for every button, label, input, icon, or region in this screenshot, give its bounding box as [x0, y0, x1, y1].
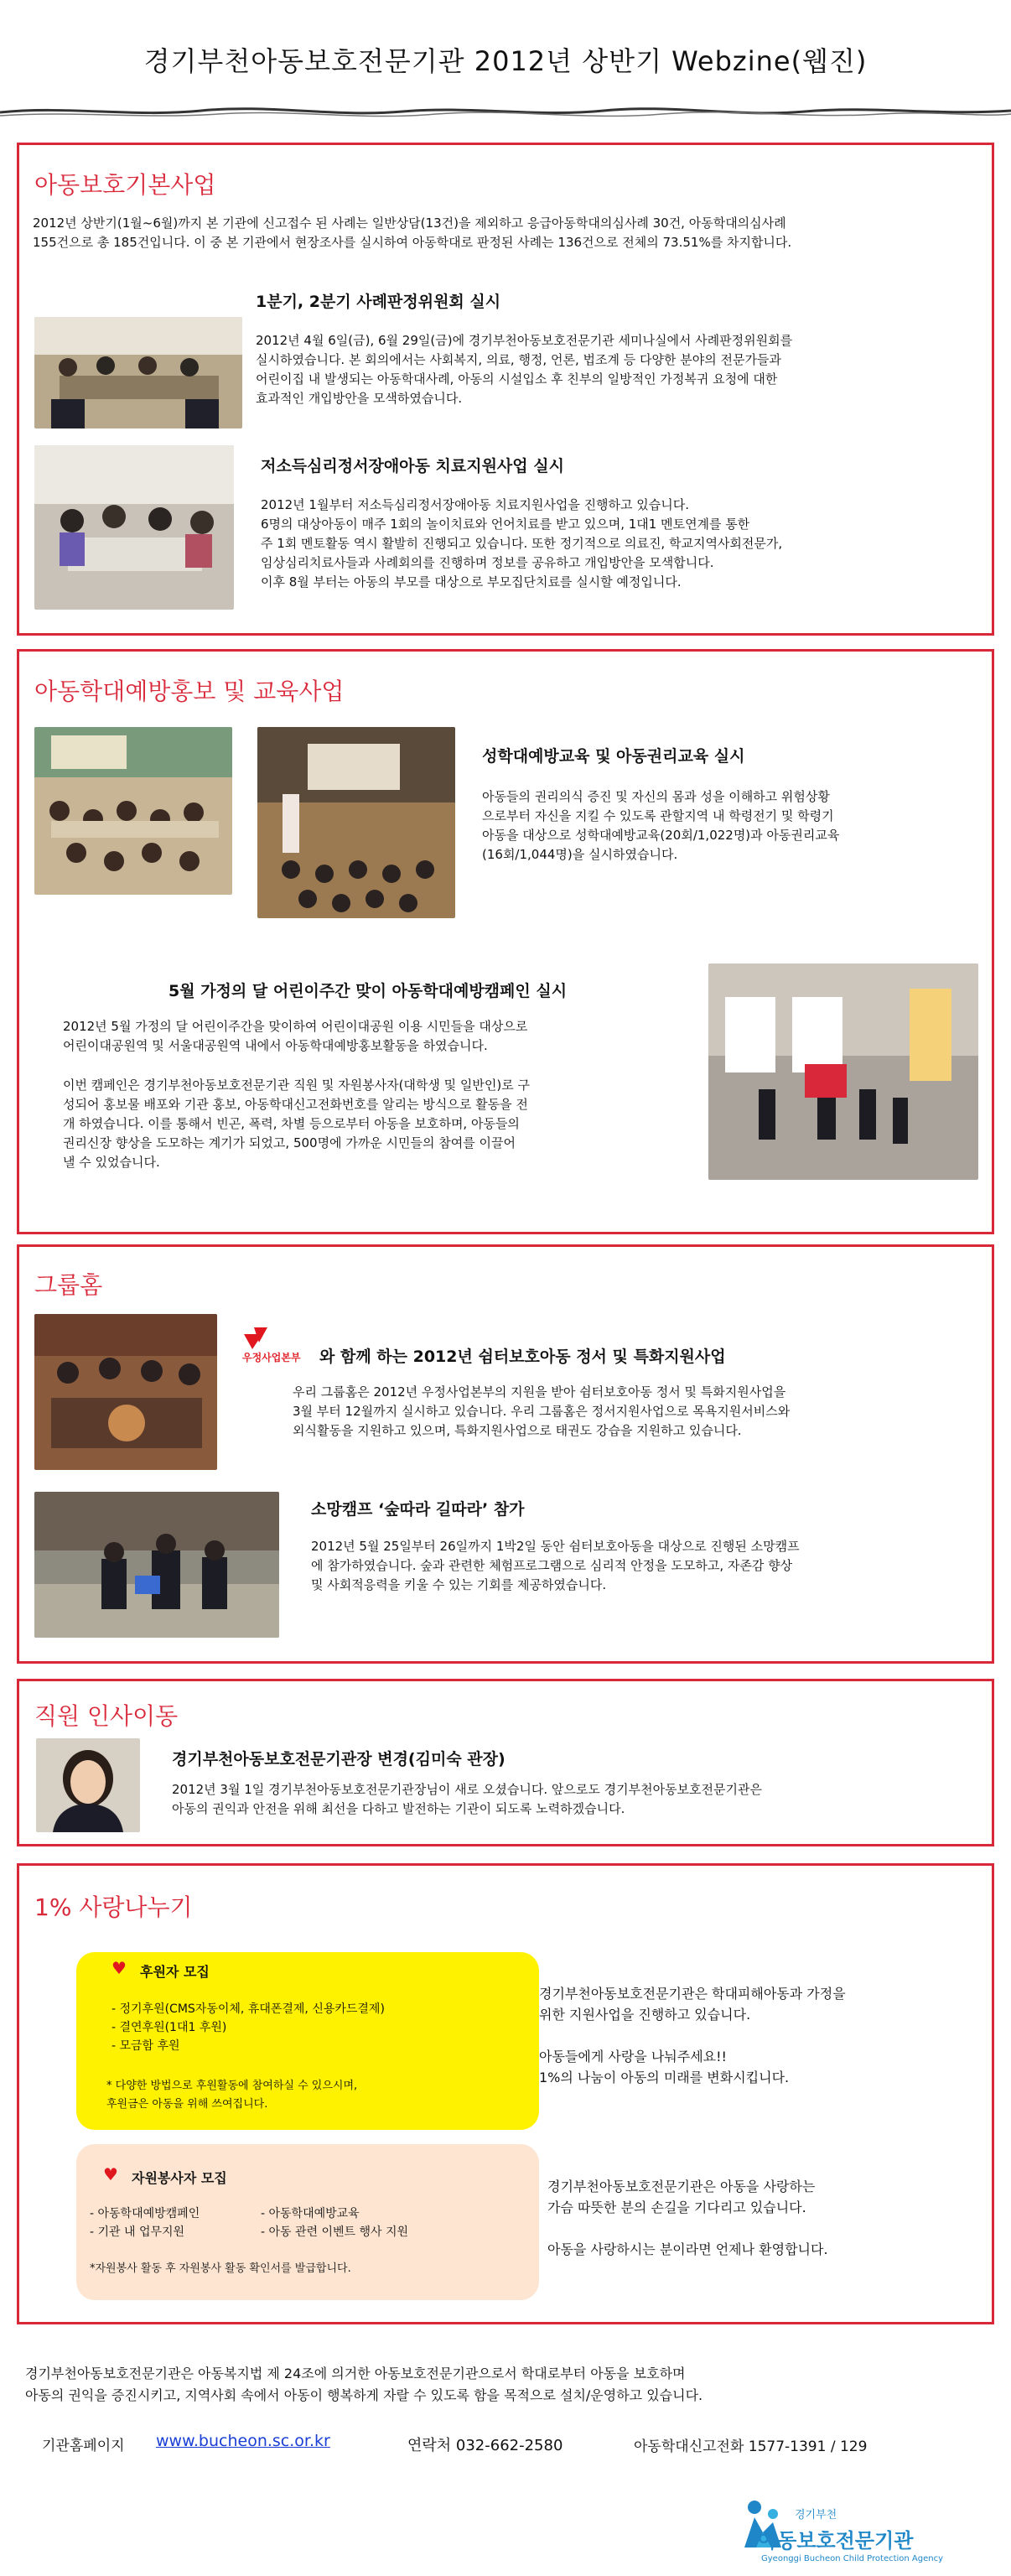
homepage-label: 기관홈페이지: [42, 2438, 125, 2454]
hotline-phone: 아동학대신고전화 1577-1391 / 129: [634, 2438, 868, 2455]
photo-case-committee: [34, 317, 242, 428]
photo-campaign-station: [708, 963, 978, 1180]
item-title: 5월 가정의 달 어린이주간 맞이 아동학대예방캠페인 실시: [168, 982, 568, 1000]
item-text: 2012년 5월 25일부터 26일까지 1박2일 동안 쉼터보호아동을 대상으로 진행된 소망캠프 에 참가하였습니다. 숲과 관련한 체험프로그램으로 심리적 안정을 도모하고, 자존감 향상 및 사회적응력을 키울 수 있는 기회를 제공하였습니다.: [311, 1539, 800, 1592]
item-text: 아동들의 권리의식 증진 및 자신의 몸과 성을 이해하고 위험상황 으로부터 자신을 지킬 수 있도록 관할지역 내 학령전기 및 학령기 아동을 대상으로 성학대예방교육(20회/1,022명)과 아동권리교육 (16회/1,044명)을 실시하였습니다.: [482, 789, 840, 862]
sponsor-logo-text: 우정사업본부: [242, 1352, 301, 1363]
volunteer-recruit-col1: - 아동학대예방캠페인 - 기관 내 업무지원: [90, 2207, 200, 2239]
item-title: 경기부천아동보호전문기관장 변경(김미숙 관장): [172, 1750, 506, 1768]
section-title: 1% 사랑나누기: [34, 1893, 193, 1921]
page-title: 경기부천아동보호전문기관 2012년 상반기 Webzine(웹진): [143, 45, 868, 77]
section-child-protection: [17, 143, 994, 636]
logo-small-text: 경기부천: [795, 2509, 837, 2521]
sponsor-recruit-items: - 정기후원(CMS자동이체, 휴대폰결제, 신용카드결제) - 결연후원(1대1 후원) - 모금함 후원: [111, 2002, 385, 2053]
item-text: 우리 그룹홈은 2012년 우정사업본부의 지원을 받아 쉼터보호아동 정서 및 특화지원사업을 3월 부터 12월까지 실시하고 있습니다. 우리 그룹홈은 정서지원사업으로 목욕지원서비스와 외식활동을 지원하고 있으며, 특화지원사업으로 태권도 강습을 지원하고 있습니다.: [293, 1384, 791, 1438]
header-decorative-line: [0, 101, 1011, 122]
section-title: 아동학대예방홍보 및 교육사업: [34, 678, 345, 705]
logo-main-text: 아동보호전문기관: [758, 2529, 914, 2553]
item-title: 와 함께 하는 2012년 쉼터보호아동 정서 및 특화지원사업: [319, 1348, 726, 1366]
volunteer-recruit-title: 자원봉사자 모집: [132, 2170, 227, 2186]
item-text: 2012년 5월 가정의 달 어린이주간을 맞이하여 어린이대공원 이용 시민들을 대상으로 어린이대공원역 및 서울대공원역 내에서 아동학대예방홍보활동을 하였습니다.: [63, 1019, 528, 1053]
volunteer-message: 경기부천아동보호전문기관은 아동을 사랑하는 가슴 따뜻한 분의 손길을 기다리고 있습니다. 아동을 사랑하시는 분이라면 언제나 환영합니다.: [547, 2179, 828, 2257]
photo-group-meal: [34, 1314, 217, 1470]
photo-classroom-education: [34, 727, 232, 895]
sponsor-recruit-note: * 다양한 방법으로 후원활동에 참여하실 수 있으시며, 후원금은 아동을 위해 쓰여집니다.: [106, 2080, 358, 2111]
photo-rights-education: [257, 727, 455, 918]
item-title: 성학대예방교육 및 아동권리교육 실시: [482, 747, 745, 766]
photo-camp: [34, 1492, 279, 1638]
item-text: 2012년 1월부터 저소득심리정서장애아동 치료지원사업을 진행하고 있습니다. 6명의 대상아동이 매주 1회의 놀이치료와 언어치료를 받고 있으며, 1대1 멘토연계를 통한 주 1회 멘토활동 역시 활발히 진행되고 있습니다. 또한 정기적으로 의료진, 학교지역사회전문가, 임상심리치료사들과 사례회의를 진행하며 정보를 공유하고 개입방안을 모색합니다. 이후 8월 부터는 아동의 부모를 대상으로 부모집단치료를 실시할 예정입니다.: [261, 497, 783, 589]
homepage-link[interactable]: www.bucheon.sc.or.kr: [156, 2432, 330, 2450]
section-title: 직원 인사이동: [34, 1702, 179, 1730]
heart-icon: ♥: [103, 2164, 118, 2184]
section-prevention-education: [17, 649, 994, 1234]
item-text: 이번 캠페인은 경기부천아동보호전문기관 직원 및 자원봉사자(대학생 및 일반인)로 구 성되어 홍보물 배포와 기관 홍보, 아동학대신고전화번호를 알리는 방식으로 활동을 전 개 하였습니다. 이를 통해서 빈곤, 폭력, 차별 등으로부터 아동을 보호하며, 아동들의 권리신장 향상을 도모하는 계기가 되었고, 500명에 가까운 시민들의 참여를 이끌어 낼 수 있었습니다.: [63, 1078, 531, 1170]
section-love-sharing: [17, 1863, 994, 2324]
section-staff-changes: [17, 1679, 994, 1846]
item-text: 2012년 3월 1일 경기부천아동보호전문기관장님이 새로 오셨습니다. 앞으로도 경기부천아동보호전문기관은 아동의 권익과 안전을 위해 최선을 다하고 발전하는 기관이 되도록 노력하겠습니다.: [172, 1782, 762, 1816]
photo-director: [36, 1738, 140, 1832]
contact-phone: 연락처 032-662-2580: [407, 2437, 563, 2454]
photo-therapy-program: [34, 445, 234, 610]
volunteer-recruit-note: *자원봉사 활동 후 자원봉사 활동 확인서를 발급합니다.: [90, 2262, 351, 2275]
section-title: 아동보호기본사업: [34, 171, 216, 199]
item-text: 2012년 4월 6일(금), 6월 29일(금)에 경기부천아동보호전문기관 세미나실에서 사례판정위원회를 실시하였습니다. 본 회의에서는 사회복지, 의료, 행정, 언론, 법조계 등 다양한 분야의 전문가들과 어린이집 내 발생되는 아동학대사례, 아동의 시설입소 후 친부의 일방적인 가정복귀 요청에 대한 효과적인 개입방안을 모색하였습니다.: [256, 333, 793, 406]
item-title: 1분기, 2분기 사례판정위원회 실시: [256, 293, 501, 311]
section-title: 그룹홈: [34, 1271, 103, 1299]
sponsor-recruit-title: 후원자 모집: [140, 1964, 210, 1980]
logo-english-text: Gyeonggi Bucheon Child Protection Agency: [761, 2554, 944, 2563]
heart-icon: ♥: [111, 1958, 127, 1978]
section-group-home: [17, 1244, 994, 1664]
volunteer-recruit-col2: - 아동학대예방교육 - 아동 관련 이벤트 행사 지원: [261, 2207, 409, 2239]
item-title: 소망캠프 ‘숲따라 길따라’ 참가: [311, 1500, 525, 1519]
section-intro: 2012년 상반기(1월~6월)까지 본 기관에 신고접수 된 사례는 일반상담(13건)을 제외하고 응급아동학대의심사례 30건, 아동학대의심사례 155건으로 총 185건입니다. 이 중 본 기관에서 현장조사를 실시하여 아동학대로 판정된 사례는 136건으로 전체의 73.51%를 차지합니다.: [33, 216, 792, 250]
item-title: 저소득심리정서장애아동 치료지원사업 실시: [261, 457, 564, 475]
sponsor-message: 경기부천아동보호전문기관은 학대피해아동과 가정을 위한 지원사업을 진행하고 있습니다. 아동들에게 사랑을 나눠주세요!! 1%의 나눔이 아동의 미래를 변화시킵니다.: [539, 1986, 846, 2085]
footer-description: 경기부천아동보호전문기관은 아동복지법 제 24조에 의거한 아동보호전문기관으로서 학대로부터 아동을 보호하며 아동의 권익을 증진시키고, 지역사회 속에서 아동이 행복하게 자랄 수 있도록 함을 목적으로 설치/운영하고 있습니다.: [25, 2366, 703, 2403]
